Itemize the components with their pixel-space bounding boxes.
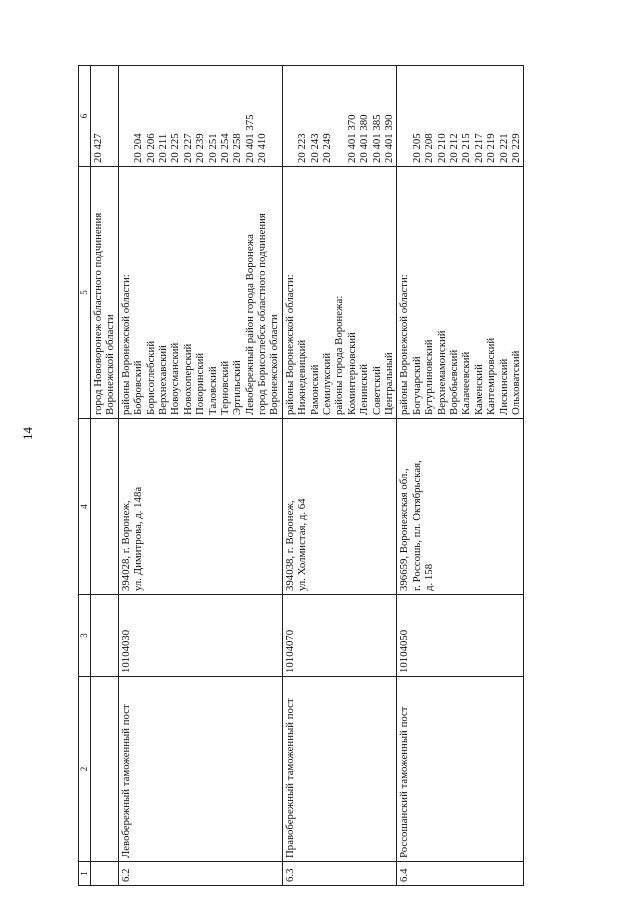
okato-code (398, 69, 410, 163)
post-address (282, 419, 397, 595)
region-name: Поворинский (194, 352, 207, 415)
table-body (79, 66, 524, 886)
header-cell: 6 (79, 66, 91, 167)
okato-code: 20 206 (144, 133, 157, 163)
header-cell: 5 (79, 167, 91, 419)
codes-cell (118, 66, 282, 167)
address-line: г. Россошь, пл. Октябрьская, (410, 460, 423, 591)
table-row (282, 66, 397, 886)
address-line: 394028, г. Воронеж, (119, 500, 132, 591)
region-name: Центральный (382, 352, 395, 415)
customs-posts-table (78, 65, 524, 886)
region-name: город Нововоронеж областного подчинения (92, 212, 104, 415)
okato-code: 20 258 (231, 133, 244, 163)
region-name: Коминтерновский (345, 332, 358, 415)
region-name: Богучарский (410, 356, 423, 415)
okato-code: 20 225 (169, 133, 182, 163)
okato-code: 20 223 (296, 133, 309, 163)
okato-code: 20 219 (485, 133, 498, 163)
region-name: Воробьевский (447, 349, 460, 415)
region-name: Новоусманский (169, 342, 182, 415)
region-name: Воронежской области (104, 314, 117, 415)
post-name: Правобережный таможенный пост (282, 677, 397, 862)
okato-code: 20 210 (435, 133, 448, 163)
codes-cell (91, 66, 119, 167)
regions-cell (397, 167, 524, 419)
okato-code: 20 401 375 (243, 114, 256, 163)
region-name: Каменский (472, 364, 485, 415)
region-name: Новохоперский (181, 343, 194, 415)
page-number: 14 (20, 427, 35, 440)
okato-code: 20 217 (472, 133, 485, 163)
region-name: Борисоглебский (144, 340, 157, 415)
region-name: Бутурлиновский (423, 339, 436, 415)
okato-code: 20 215 (460, 133, 473, 163)
rotated-table-page (78, 66, 598, 886)
okato-code: 20 401 370 (345, 114, 358, 163)
header-cell: 2 (79, 677, 91, 862)
region-name: Рамонский (308, 364, 321, 415)
okato-code: 20 212 (447, 133, 460, 163)
post-code: 10104030 (118, 595, 282, 677)
empty-cell (91, 419, 119, 595)
okato-code (104, 69, 116, 163)
okato-code: 20 229 (509, 133, 522, 163)
address-line: 394038, г. Воронеж, (283, 500, 296, 591)
post-name: Левобережный таможенный пост (118, 677, 282, 862)
region-name: город Борисоглебск областного подчинения (256, 213, 269, 415)
region-name: Ольховатский (509, 350, 522, 415)
empty-cell (91, 862, 119, 886)
region-name: районы Воронежской области: (283, 274, 296, 415)
post-address (397, 419, 524, 595)
okato-code: 20 227 (181, 133, 194, 163)
region-name: Лискинский (497, 358, 510, 415)
empty-cell (91, 677, 119, 862)
okato-code: 20 243 (308, 133, 321, 163)
region-name: Ленинский (358, 364, 371, 415)
post-code: 10104050 (397, 595, 524, 677)
region-name: Терновский (218, 360, 231, 415)
row-number: 6.3 (282, 862, 397, 886)
region-name: Кантемировский (485, 337, 498, 415)
okato-code: 20 401 385 (370, 114, 383, 163)
regions-cell (91, 167, 119, 419)
codes-cell (397, 66, 524, 167)
okato-code: 20 254 (218, 133, 231, 163)
okato-code: 20 427 (92, 133, 104, 163)
okato-code: 20 208 (423, 133, 436, 163)
region-name: Левобережный район города Воронежа (243, 234, 256, 415)
address-line: ул. Холмистая, д. 64 (296, 498, 309, 591)
okato-code (333, 69, 345, 163)
header-cell: 4 (79, 419, 91, 595)
region-name: Калачеевский (460, 351, 473, 415)
region-name: районы Воронежской области: (398, 274, 411, 415)
header-cell: 3 (79, 595, 91, 677)
okato-code: 20 410 (256, 133, 269, 163)
row-number: 6.4 (397, 862, 524, 886)
header-row (79, 66, 91, 886)
table-row (118, 66, 282, 886)
okato-code (120, 69, 132, 163)
region-name: Советский (370, 366, 383, 415)
regions-cell (118, 167, 282, 419)
post-code: 10104070 (282, 595, 397, 677)
okato-code: 20 401 380 (358, 114, 371, 163)
region-name: Таловский (206, 366, 219, 415)
row-number: 6.2 (118, 862, 282, 886)
address-line: 396659, Воронежская обл., (398, 468, 411, 591)
codes-cell (282, 66, 397, 167)
region-name: Воронежской области (268, 314, 281, 415)
region-name: Нижнедевицкий (296, 339, 309, 415)
post-name: Россошанский таможенный пост (397, 677, 524, 862)
empty-cell (91, 595, 119, 677)
table-row (397, 66, 524, 886)
continuation-row (91, 66, 119, 886)
post-address (118, 419, 282, 595)
okato-code: 20 251 (206, 133, 219, 163)
region-name: Бобровский (132, 360, 145, 415)
okato-code: 20 221 (497, 133, 510, 163)
header-cell: 1 (79, 862, 91, 886)
okato-code: 20 239 (194, 133, 207, 163)
region-name: районы Воронежской области: (119, 274, 132, 415)
address-line: д. 158 (423, 563, 436, 591)
region-name: районы города Воронежа: (333, 295, 346, 415)
okato-code: 20 211 (156, 133, 169, 163)
okato-code (284, 69, 296, 163)
region-name: Верхнемамонский (435, 330, 448, 415)
okato-code: 20 249 (321, 133, 334, 163)
okato-code: 20 205 (410, 133, 423, 163)
okato-code (268, 69, 280, 163)
address-line: ул. Димитрова, д. 148а (132, 486, 145, 591)
region-name: Эртильский (231, 360, 244, 415)
region-name: Семилукский (321, 352, 334, 415)
region-name: Верхнехавский (156, 345, 169, 415)
regions-cell (282, 167, 397, 419)
okato-code: 20 401 390 (382, 114, 395, 163)
okato-code: 20 204 (132, 133, 145, 163)
